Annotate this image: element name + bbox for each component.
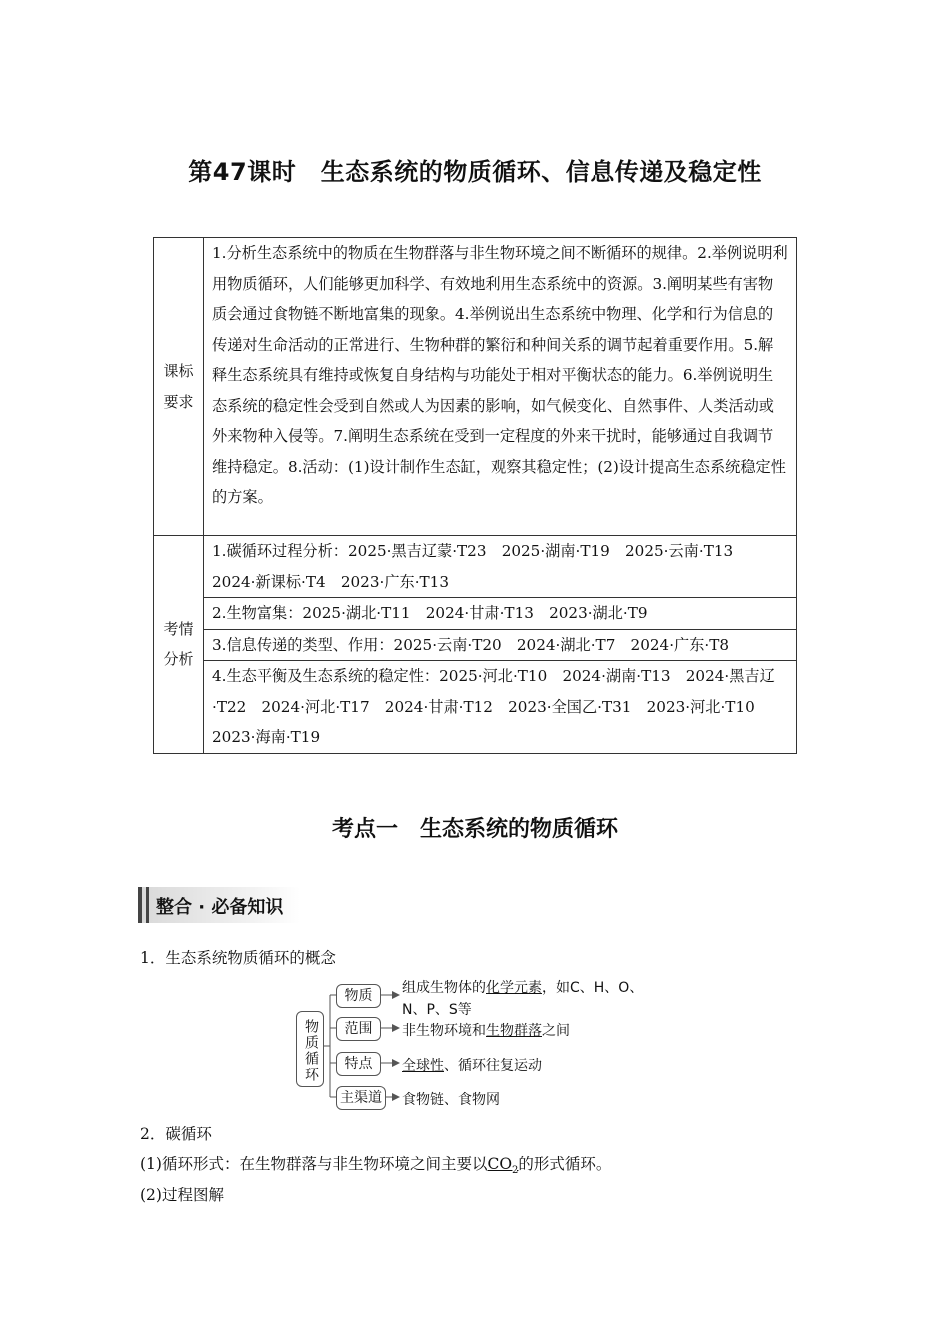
text-pre: 组成生物体的 [402,980,486,996]
item-2-2: (2)过程图解 [140,1186,224,1204]
text-underlined: 生物群落 [486,1023,542,1039]
item-2-heading: 2．碳循环 [140,1125,212,1143]
analysis-item: 3.信息传递的类型、作用：2025·云南·T20 2024·湖北·T7 2024·广东·T8 [204,629,797,661]
text-underlined: 化学元素 [486,980,542,996]
item-2-1-pre: (1)循环形式：在生物群落与非生物环境之间主要以 [140,1155,488,1173]
item-1-heading: 1．生态系统物质循环的概念 [140,949,336,967]
analysis-label-line2: 分析 [163,650,194,669]
analysis-item: 4.生态平衡及生态系统的稳定性：2025·河北·T10 2024·湖南·T13 2024·黑吉辽·T22 2024·河北·T17 2024·甘肃·T12 2023·全国乙·T31 2023·河北·T10 2023·海南·T19 [204,661,797,754]
item-2-1-post: 的形式循环。 [518,1155,612,1173]
requirements-label [154,238,204,536]
text-pre: 非生物环境和 [402,1023,486,1039]
diagram-text-feature [402,1055,542,1075]
requirements-text: 1.分析生态系统中的物质在生物群落与非生物环境之间不断循环的规律。2.举例说明利用物质循环，人们能够更加科学、有效地利用生态系统中的资源。3.阐明某些有害物质会通过食物链不断地富集的现象。4.举例说出生态系统中物理、化学和行为信息的传递对生命活动的正常进行、生物种群的繁衍和种间关系的调节起着重要作用。5.解释生态系统具有维持或恢复自身结构与功能处于相对平衡状态的能力。6.举例说明生态系统的稳定性会受到自然或人为因素的影响，如气候变化、自然事件、人类活动或外来物种入侵等。7.阐明生态系统在受到一定程度的外来干扰时，能够通过自我调节维持稳定。8.活动：(1)设计制作生态缸，观察其稳定性；(2)设计提高生态系统稳定性的方案。 [204,238,797,536]
diagram-text-scope [402,1020,570,1040]
banner-label: 整合 · 必备知识 [156,897,284,918]
diagram-text-substance-line2: N、P、S等 [402,1002,472,1018]
curriculum-table [153,237,797,754]
text-post: 之间 [542,1023,570,1039]
formula-base: CO [487,1155,513,1173]
requirements-row [154,238,797,536]
concept-diagram [296,976,696,1116]
section-title: 考点一 生态系统的物质循环 [331,817,618,842]
formula-subscript: 2 [512,1165,519,1177]
analysis-label [154,536,204,754]
page-title: 第47课时 生态系统的物质循环、信息传递及稳定性 [188,158,762,186]
analysis-row [154,536,797,598]
diagram-node-scope: 范围 [336,1017,381,1041]
diagram-root: 物质循环 [296,1011,324,1087]
item-2-1 [140,1152,611,1176]
diagram-text-channel: 食物链、食物网 [402,1092,500,1108]
diagram-text-substance [402,977,643,997]
text-post: 、循环往复运动 [444,1058,542,1074]
analysis-label-line1: 考情 [163,619,194,638]
section-banner [138,887,300,923]
text-post: ，如C、H、O、 [542,980,644,996]
requirements-label-line1: 课标 [163,362,194,380]
diagram-node-channel: 主渠道 [336,1086,386,1110]
diagram-node-substance: 物质 [336,984,381,1008]
item-2-1-formula [487,1155,519,1177]
diagram-node-feature: 特点 [336,1052,381,1076]
requirements-label-line2: 要求 [163,392,194,411]
analysis-item: 2.生物富集：2025·湖北·T11 2024·甘肃·T13 2023·湖北·T9 [204,598,797,630]
text-underlined: 全球性 [402,1058,444,1074]
analysis-item: 1.碳循环过程分析：2025·黑吉辽蒙·T23 2025·湖南·T19 2025·云南·T13 2024·新课标·T4 2023·广东·T13 [204,536,797,598]
